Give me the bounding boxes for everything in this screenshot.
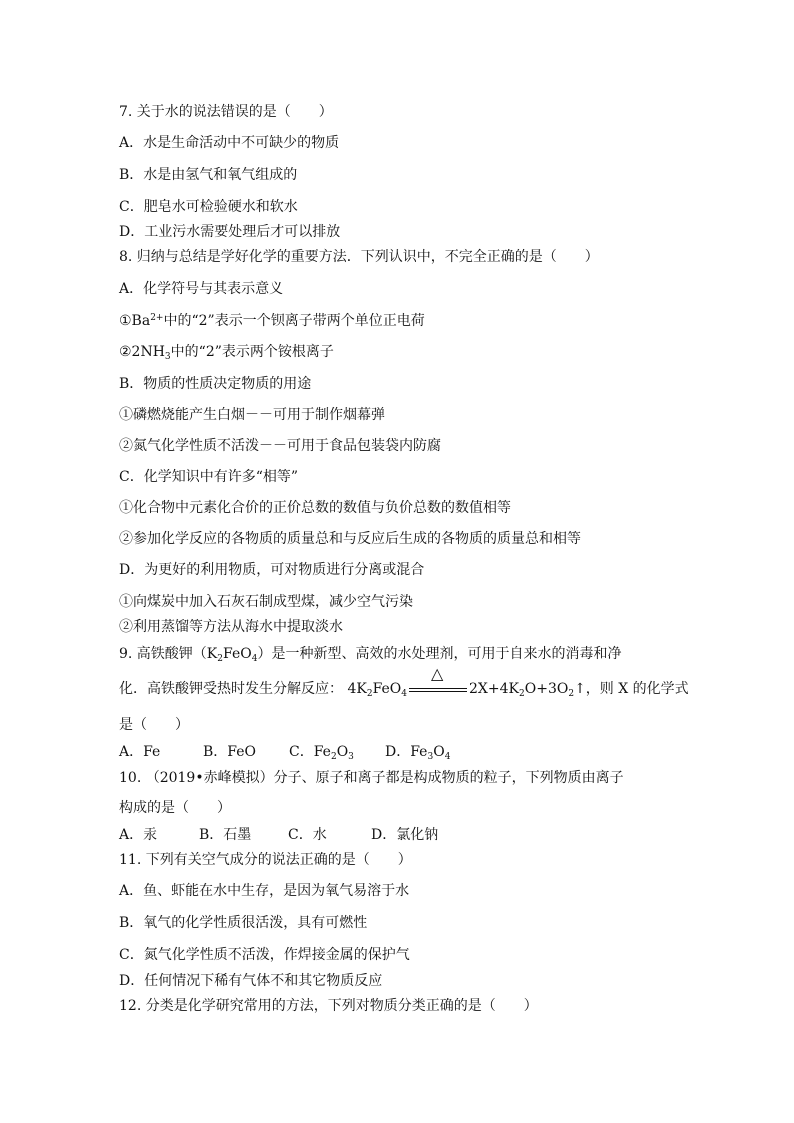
text-segment: ①Ba bbox=[119, 313, 151, 329]
reaction-arrow bbox=[407, 664, 469, 698]
q7-option-c: C．肥皂水可检验硬水和软水 bbox=[119, 199, 298, 215]
subscript: 2 bbox=[519, 689, 525, 699]
text-segment: 2X+4K bbox=[469, 681, 519, 697]
text-segment: 9. 高铁酸钾（K bbox=[119, 646, 218, 662]
subscript: 4 bbox=[401, 689, 408, 699]
q8-option-d: D．为更好的利用物质，可对物质进行分离或混合 bbox=[119, 562, 425, 578]
subscript: 2 bbox=[568, 689, 575, 699]
q9-stem-line-2 bbox=[119, 664, 689, 699]
text-segment: O bbox=[433, 744, 445, 760]
q11-option-a: A．鱼、虾能在水中生存，是因为氧气易溶于水 bbox=[119, 883, 410, 899]
q9-option-a: A．Fe bbox=[119, 744, 161, 760]
q8-d-item-1: ①向煤炭中加入石灰石制成型煤，减少空气污染 bbox=[119, 594, 413, 610]
subscript: 4 bbox=[251, 654, 258, 664]
q10-option-d: D．氯化钠 bbox=[371, 827, 439, 843]
subscript: 2 bbox=[366, 689, 373, 699]
q9-stem-line-3: 是（ ） bbox=[119, 717, 189, 733]
q8-a-item-1 bbox=[119, 312, 425, 330]
text-segment: 中的“2”表示一个钡离子带两个单位正电荷 bbox=[163, 313, 425, 329]
q10-option-a: A．汞 bbox=[119, 827, 158, 843]
q10-option-b: B．石墨 bbox=[199, 827, 252, 843]
text-segment: FeO bbox=[223, 646, 252, 662]
text-segment: ）是一种新型、高效的水处理剂，可用于自来水的消毒和净 bbox=[257, 646, 622, 662]
subscript: 4 bbox=[444, 752, 451, 762]
q8-a-item-2 bbox=[119, 343, 334, 361]
superscript: 2+ bbox=[150, 313, 164, 323]
q9-option-d bbox=[385, 743, 450, 761]
text-segment: 中的“2”表示两个铵根离子 bbox=[170, 344, 334, 360]
q11-option-c: C．氮气化学性质不活泼，作焊接金属的保护气 bbox=[119, 947, 410, 963]
q8-option-b: B．物质的性质决定物质的用途 bbox=[119, 376, 312, 392]
text-segment: C．Fe bbox=[289, 744, 331, 760]
q10-stem-line-2: 构成的是（ ） bbox=[119, 800, 231, 816]
q8-b-item-1: ①磷燃烧能产生白烟－－可用于制作烟幕弹 bbox=[119, 407, 385, 423]
subscript: 3 bbox=[164, 352, 171, 362]
text-segment: D．Fe bbox=[385, 744, 428, 760]
q10-option-c: C．水 bbox=[288, 827, 327, 843]
q7-option-a: A．水是生命活动中不可缺少的物质 bbox=[119, 135, 340, 151]
q7-option-b: B．水是由氢气和氧气组成的 bbox=[119, 167, 298, 183]
text-segment: O bbox=[336, 744, 349, 760]
subscript: 3 bbox=[348, 752, 354, 762]
text-segment: 化．高铁酸钾受热时发生分解反应： 4K bbox=[119, 681, 367, 697]
equals-bar bbox=[409, 691, 467, 692]
heat-triangle-icon: △ bbox=[431, 664, 444, 683]
subscript: 3 bbox=[427, 752, 434, 762]
q8-option-c: C．化学知识中有许多“相等” bbox=[119, 469, 299, 485]
text-segment: FeO bbox=[372, 681, 402, 697]
text-segment: O+3O bbox=[524, 681, 569, 697]
q11-stem: 11. 下列有关空气成分的说法正确的是（ ） bbox=[119, 852, 412, 868]
text-segment: ↑，则 X 的化学式 bbox=[574, 681, 689, 697]
q8-b-item-2: ②氮气化学性质不活泼－－可用于食品包装袋内防腐 bbox=[119, 438, 441, 454]
q12-stem: 12. 分类是化学研究常用的方法，下列对物质分类正确的是（ ） bbox=[119, 998, 538, 1014]
q7-stem: 7. 关于水的说法错误的是（ ） bbox=[119, 104, 333, 120]
q8-stem: 8. 归纳与总结是学好化学的重要方法．下列认识中，不完全正确的是（ ） bbox=[119, 249, 599, 265]
q9-stem-line-1 bbox=[119, 645, 621, 663]
q10-options bbox=[119, 826, 438, 844]
equals-bar bbox=[409, 688, 467, 689]
q7-option-d: D．工业污水需要处理后才可以排放 bbox=[119, 224, 341, 240]
q9-option-b: B．FeO bbox=[203, 744, 256, 760]
q8-c-item-2: ②参加化学反应的各物质的质量总和与反应后生成的各物质的质量总和相等 bbox=[119, 531, 581, 547]
q8-option-a: A．化学符号与其表示意义 bbox=[119, 281, 284, 297]
q8-c-item-1: ①化合物中元素化合价的正价总数的数值与负价总数的数值相等 bbox=[119, 500, 511, 516]
q11-option-b: B．氧气的化学性质很活泼，具有可燃性 bbox=[119, 915, 368, 931]
q10-stem-line-1: 10. （2019•赤峰模拟）分子、原子和离子都是构成物质的粒子，下列物质由离子 bbox=[119, 770, 624, 786]
q9-options bbox=[119, 743, 450, 761]
subscript: 2 bbox=[330, 752, 337, 762]
text-segment: ②2NH bbox=[119, 344, 165, 360]
q11-option-d: D．任何情况下稀有气体不和其它物质反应 bbox=[119, 973, 383, 989]
q8-d-item-2: ②利用蒸馏等方法从海水中提取淡水 bbox=[119, 619, 343, 635]
subscript: 2 bbox=[217, 654, 224, 664]
q9-option-c bbox=[289, 743, 385, 761]
